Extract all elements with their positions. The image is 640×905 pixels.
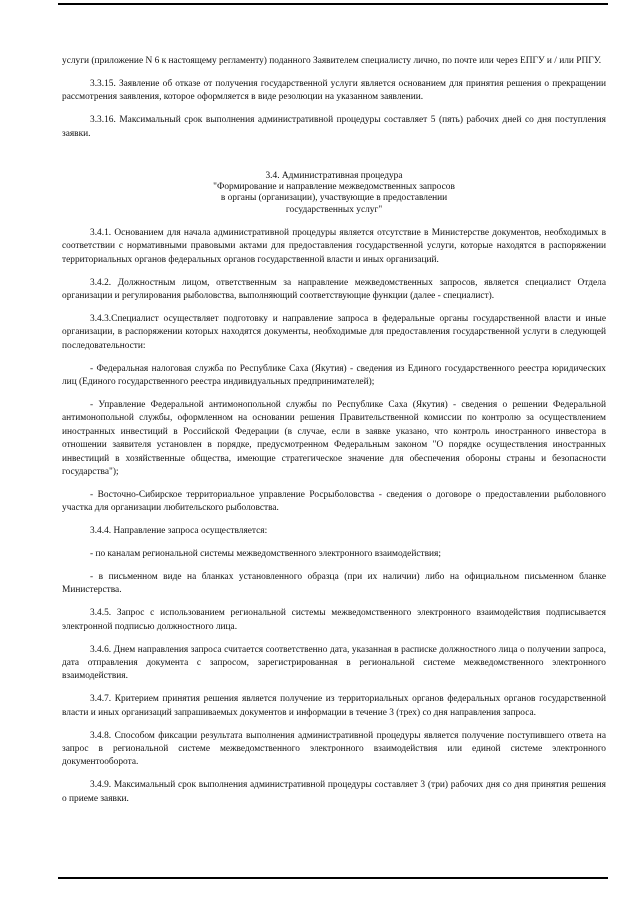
list-item-antimonopoly-service: - Управление Федеральной антимонопольной службы по Республике Саха (Якутия) - сведения о решении Федеральной антимонопольной службы, оформленном на основании решения Правительственной комиссии по контролю за осуществлением иностранных инвестиций в Российской Федерации (в случае, если в заявке указано, что контроль иностранного инвестора в отношении заявителя установлен в порядке, предусмотренном Федеральным законом "О порядке осуществления иностранных инвестиций в хозяйственные общества, имеющие стратегическое значение для обеспечения обороны страны и безопасности государства"); bbox=[62, 399, 606, 477]
paragraph-3-4-7: 3.4.7. Критерием принятия решения является получение из территориальных органов федеральных органов государственной власти и иных организаций запрашиваемых документов и информации в течение 3 (трех) со дня направления запроса. bbox=[62, 694, 606, 718]
section-heading-line: 3.4. Административная процедура bbox=[265, 171, 403, 182]
section-heading-line: государственных услуг" bbox=[285, 204, 383, 215]
section-heading-line: в органы (организации), участвующие в предоставлении bbox=[220, 193, 448, 204]
paragraph-continuation: услуги (приложение N 6 к настоящему регламенту) поданного Заявителем специалисту лично, по почте или через ЕПГУ и / или РПГУ. bbox=[62, 56, 602, 66]
top-rule bbox=[58, 3, 608, 5]
bottom-rule bbox=[58, 877, 608, 879]
paragraph-3-4-6: 3.4.6. Днем направления запроса считается соответственно дата, указанная в расписке должностного лица о получении запроса, дата отправления документа с запросом, зарегистрированная в региональной системе межведомственного электронного взаимодействия. bbox=[62, 644, 606, 682]
document-body bbox=[62, 55, 606, 816]
paragraph-3-4-9: 3.4.9. Максимальный срок выполнения административной процедуры составляет 3 (три) рабочих дня со дня принятия решения о приеме заявки. bbox=[62, 780, 606, 804]
section-heading-line: "Формирование и направление межведомственных запросов bbox=[213, 182, 455, 193]
section-heading bbox=[62, 171, 606, 216]
list-item-electronic-channel: - по каналам региональной системы межведомственного электронного взаимодействия; bbox=[90, 549, 441, 560]
list-item-fishery-agency: - Восточно-Сибирское территориальное управление Росрыболовства - сведения о договоре о предоставлении рыболовного участка для организации любительского рыболовства. bbox=[62, 489, 606, 514]
paragraph-3-4-2: 3.4.2. Должностным лицом, ответственным за направление межведомственных запросов, является специалист Отдела организации и регулирования рыболовства, выполняющий соответствующие функции (далее - специалист). bbox=[62, 277, 606, 301]
paragraph-3-4-1: 3.4.1. Основанием для начала административной процедуры является отсутствие в Министерстве документов, необходимых в соответствии с нормативными правовыми актами для предоставления государственной услуги, которые находятся в распоряжении территориальных органов федеральных органов государственной власти и иных организаций. bbox=[62, 227, 606, 265]
list-item-tax-service: - Федеральная налоговая служба по Республике Саха (Якутия) - сведения из Единого государственного реестра юридических лиц (Единого государственного реестра индивидуальных предпринимателей); bbox=[62, 363, 606, 387]
paragraph-3-4-4: 3.4.4. Направление запроса осуществляется: bbox=[90, 526, 268, 537]
paragraph-3-4-8: 3.4.8. Способом фиксации результата выполнения административной процедуры является получение поступившего ответа на запрос в региональной системе межведомственного электронного взаимодействия или единой системе электронного документооборота. bbox=[62, 730, 606, 768]
paragraph-3-3-16: 3.3.16. Максимальный срок выполнения административной процедуры составляет 5 (пять) рабочих дней со дня поступления заявки. bbox=[62, 115, 606, 139]
paragraph-3-3-15: 3.3.15. Заявление об отказе от получения государственной услуги является основанием для принятия решения о прекращении рассмотрения заявления, которое оформляется в виде резолюции на указанном заявлении. bbox=[62, 78, 606, 103]
paragraph-3-4-5: 3.4.5. Запрос с использованием региональной системы межведомственного электронного взаимодействия подписывается электронной подписью должностного лица. bbox=[62, 608, 606, 632]
paragraph-3-4-3: 3.4.3.Специалист осуществляет подготовку и направление запроса в федеральные органы государственной власти и иные организации, в распоряжении которых находятся документы, необходимые для предоставления государственной услуги в следующей последовательности: bbox=[62, 313, 606, 351]
list-item-written-form: - в письменном виде на бланках установленного образца (при их наличии) либо на официальном письменном бланке Министерства. bbox=[62, 571, 606, 596]
